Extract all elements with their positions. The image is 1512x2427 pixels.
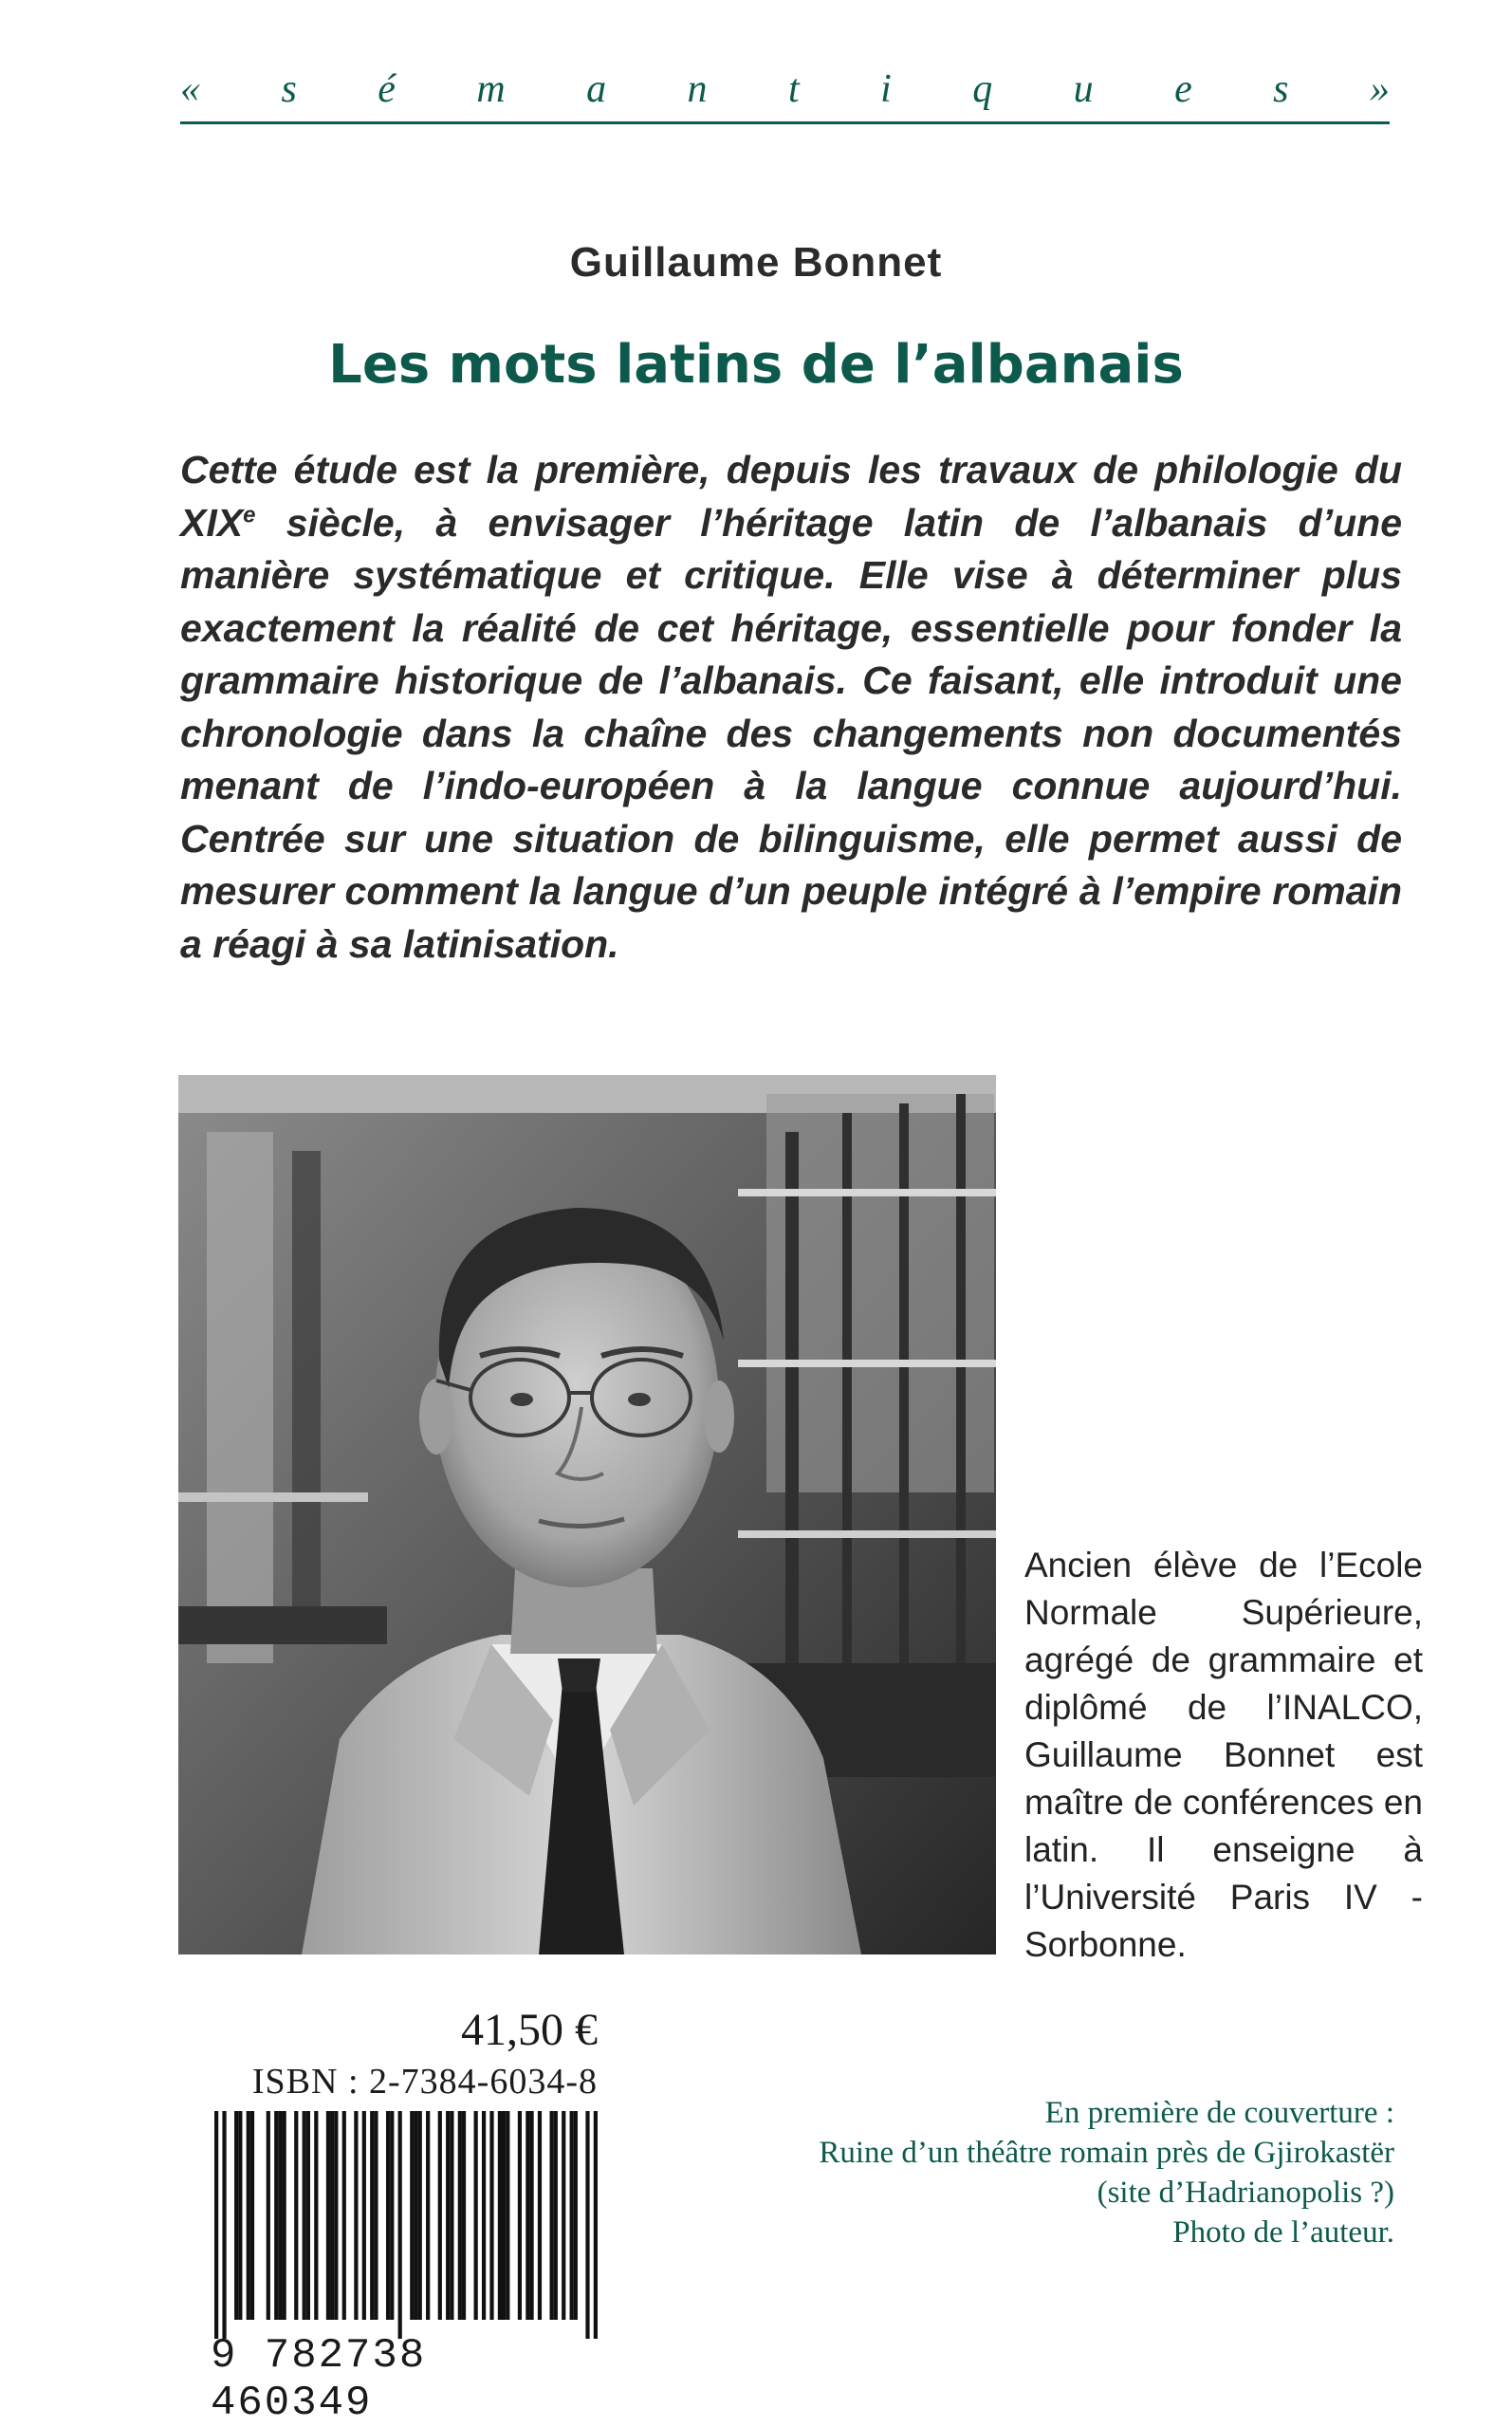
barcode-bar — [274, 2111, 278, 2320]
barcode — [214, 2111, 598, 2339]
series-letter: t — [787, 67, 800, 111]
barcode-bar — [570, 2111, 574, 2320]
blurb-rest: siècle, à envisager l’héritage latin de l’albanais d’une manière systématique et critique. Elle vise à déterminer plus exactement la réalité de cet héritage, essentielle pour fonder la grammaire historique de l’albanais. Ce faisant, elle introduit une chronologie dans la chaîne des changements non documentés menant de l’indo-européen à la langue connue aujourd’hui. Centrée sur une situation de bilinguisme, elle permet aussi de mesurer comment la langue d’un peuple intégré à l’empire romain a réagi à sa latinisation. — [180, 500, 1402, 966]
barcode-bar — [306, 2111, 310, 2320]
barcode-bar — [482, 2111, 486, 2320]
series-letter: m — [476, 67, 506, 111]
barcode-bar — [374, 2111, 378, 2320]
cover-credit — [759, 2093, 1394, 2252]
barcode-bar — [438, 2111, 442, 2320]
barcode-bar — [562, 2111, 565, 2320]
barcode-bar — [489, 2111, 493, 2320]
barcode-bar — [502, 2111, 506, 2320]
series-letter: é — [378, 67, 396, 111]
barcode-bar — [410, 2111, 414, 2320]
author-photo-image — [178, 1075, 996, 1955]
barcode-bar — [250, 2111, 254, 2320]
barcode-bar — [529, 2111, 533, 2320]
series-letter: i — [880, 67, 892, 111]
barcode-bar — [538, 2111, 542, 2320]
barcode-bar — [326, 2111, 330, 2320]
barcode-bar — [506, 2111, 509, 2320]
series-letter: s — [281, 67, 297, 111]
series-letter: q — [972, 67, 993, 111]
barcode-bar — [446, 2111, 450, 2320]
book-title: Les mots latins de l’albanais — [328, 334, 1184, 396]
barcode-bar — [390, 2111, 394, 2320]
series-divider — [180, 121, 1390, 124]
ean-number: 9 782738 460349 — [211, 2332, 427, 2427]
author-bio: Ancien élève de l’Ecole Normale Supérieure, agrégé de grammaire et diplômé de l’INALCO, Guillaume Bonnet est maître de conférences en latin. Il enseigne à l’Université Paris IV - Sorbonne. — [1024, 1546, 1423, 1964]
barcode-bar — [267, 2111, 270, 2320]
barcode-bar — [303, 2111, 306, 2320]
blurb-superscript: e — [243, 501, 256, 528]
price: 41,50 € — [461, 2005, 598, 2055]
barcode-bar — [386, 2111, 390, 2320]
barcode-bar — [370, 2111, 374, 2320]
barcode-bar — [474, 2111, 478, 2320]
barcode-bar — [594, 2111, 598, 2339]
barcode-bar — [354, 2111, 358, 2320]
series-letter: a — [586, 67, 607, 111]
credit-line: En première de couverture : — [1044, 2096, 1394, 2130]
barcode-bar — [585, 2111, 589, 2339]
barcode-bar — [247, 2111, 250, 2320]
credit-line: (site d’Hadrianopolis ?) — [1097, 2176, 1394, 2210]
credit-line: Photo de l’auteur. — [1172, 2215, 1394, 2250]
series-letter: u — [1073, 67, 1094, 111]
barcode-bar — [398, 2111, 402, 2339]
barcode-bar — [238, 2111, 242, 2320]
barcode-bar — [214, 2111, 218, 2339]
series-letter: « — [180, 67, 200, 111]
barcode-bar — [414, 2111, 417, 2320]
barcode-bar — [550, 2111, 554, 2320]
barcode-bar — [362, 2111, 366, 2320]
barcode-bar — [418, 2111, 422, 2320]
blurb-lead: Cette étude est la première, depuis les travaux de philologie du XIX — [180, 448, 1402, 545]
barcode-bar — [334, 2111, 338, 2320]
barcode-bar — [278, 2111, 282, 2320]
isbn: ISBN : 2-7384-6034-8 — [251, 2062, 598, 2102]
barcode-bar — [222, 2111, 226, 2339]
barcode-bar — [526, 2111, 529, 2320]
series-name — [180, 66, 1390, 112]
barcode-bar — [518, 2111, 522, 2320]
series-letter: e — [1174, 67, 1192, 111]
barcode-bar — [342, 2111, 346, 2320]
credit-line: Ruine d’un théâtre romain près de Gjirokastër — [819, 2136, 1394, 2170]
series-letter: n — [687, 67, 708, 111]
author-name: Guillaume Bonnet — [569, 239, 943, 286]
series-letter: s — [1273, 67, 1289, 111]
barcode-bar — [458, 2111, 462, 2320]
barcode-bar — [314, 2111, 318, 2320]
barcode-bar — [426, 2111, 430, 2320]
barcode-bar — [294, 2111, 298, 2320]
book-blurb — [180, 444, 1402, 971]
barcode-bar — [283, 2111, 286, 2320]
author-photo — [178, 1075, 996, 1955]
barcode-bar — [450, 2111, 453, 2320]
barcode-bar — [498, 2111, 502, 2320]
barcode-bar — [330, 2111, 334, 2320]
series-letter: » — [1369, 67, 1390, 111]
barcode-bar — [462, 2111, 466, 2320]
barcode-bar — [234, 2111, 238, 2320]
barcode-bar — [554, 2111, 558, 2320]
barcode-bar — [574, 2111, 578, 2320]
